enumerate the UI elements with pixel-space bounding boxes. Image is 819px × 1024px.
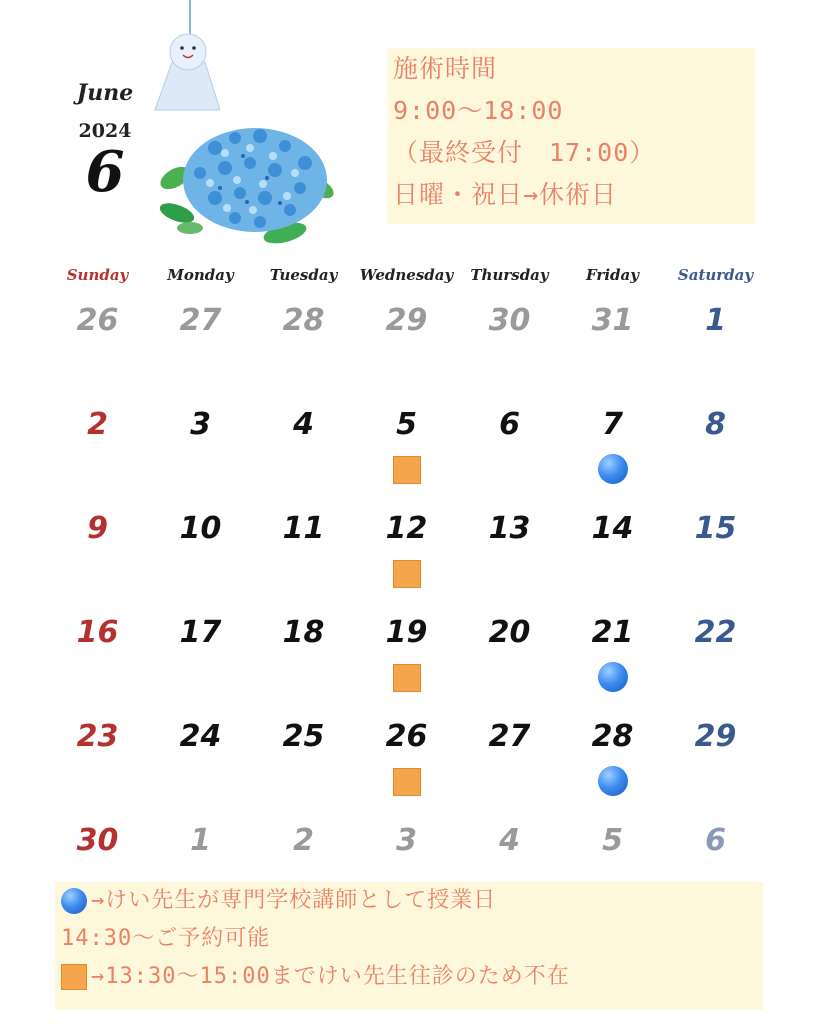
day-number: 2 — [87, 407, 108, 442]
calendar-day — [458, 295, 561, 399]
day-number: 20 — [488, 615, 531, 650]
calendar-day — [149, 711, 252, 815]
calendar-day — [46, 399, 149, 503]
teru-teru-bozu-icon — [150, 0, 220, 115]
calendar-day — [355, 711, 458, 815]
day-number: 2 — [293, 823, 314, 858]
day-number: 4 — [499, 823, 520, 858]
day-number: 28 — [591, 719, 634, 754]
weekday-wednesday: Wednesday — [359, 266, 454, 284]
blue-circle-icon — [61, 888, 87, 914]
calendar-day — [458, 399, 561, 503]
calendar-day — [561, 711, 664, 815]
orange-square-icon — [393, 456, 421, 484]
weekday-thursday: Thursday — [470, 266, 549, 284]
orange-square-icon — [393, 560, 421, 588]
day-number: 11 — [282, 511, 325, 546]
legend-circle-line-2 — [55, 920, 763, 958]
calendar-day — [458, 607, 561, 711]
day-number: 30 — [488, 303, 531, 338]
day-number: 12 — [385, 511, 428, 546]
calendar-day — [664, 607, 767, 711]
day-number: 3 — [396, 823, 417, 858]
info-line-title: 施術時間 — [393, 54, 498, 83]
calendar-day — [46, 503, 149, 607]
calendar-day — [561, 295, 664, 399]
orange-square-icon — [61, 964, 87, 990]
day-number: 26 — [385, 719, 428, 754]
calendar-day — [355, 399, 458, 503]
day-number: 14 — [591, 511, 634, 546]
day-number: 27 — [179, 303, 222, 338]
day-number: 24 — [179, 719, 222, 754]
calendar-day — [355, 607, 458, 711]
day-number: 6 — [499, 407, 520, 442]
calendar-day — [149, 607, 252, 711]
calendar-week — [46, 503, 768, 607]
legend-square-text: →13:30～15:00までけい先生往診のため不在 — [91, 964, 570, 989]
calendar-day — [458, 711, 561, 815]
day-number: 28 — [282, 303, 325, 338]
year: 2024 — [78, 120, 132, 142]
month-number: 6 — [85, 139, 125, 205]
day-number: 26 — [76, 303, 119, 338]
day-number: 8 — [705, 407, 726, 442]
business-hours-box — [387, 48, 755, 224]
calendar-day — [561, 399, 664, 503]
calendar-day — [561, 607, 664, 711]
calendar-day — [664, 399, 767, 503]
calendar-day — [46, 711, 149, 815]
calendar-day — [46, 295, 149, 399]
calendar-week — [46, 295, 768, 399]
calendar-day — [664, 295, 767, 399]
calendar-day — [252, 711, 355, 815]
day-number: 17 — [179, 615, 222, 650]
weekday-saturday: Saturday — [677, 266, 754, 284]
day-number: 6 — [705, 823, 726, 858]
day-number: 9 — [87, 511, 108, 546]
calendar-week — [46, 607, 768, 711]
weekday-sunday: Sunday — [66, 266, 129, 284]
legend-box — [55, 882, 763, 1010]
calendar-day — [252, 503, 355, 607]
day-number: 10 — [179, 511, 222, 546]
legend-circle-text-2: 14:30～ご予約可能 — [61, 926, 271, 951]
calendar-day — [252, 399, 355, 503]
day-number: 29 — [694, 719, 737, 754]
calendar-day — [664, 503, 767, 607]
day-number: 22 — [694, 615, 737, 650]
day-number: 27 — [488, 719, 531, 754]
day-number: 30 — [76, 823, 119, 858]
day-number: 31 — [591, 303, 634, 338]
calendar-day — [664, 711, 767, 815]
month-name: June — [76, 80, 134, 106]
weekday-header — [46, 255, 768, 295]
blue-circle-icon — [598, 766, 628, 796]
day-number: 1 — [705, 303, 726, 338]
info-line-closed-days: 日曜・祝日→休術日 — [393, 180, 618, 209]
calendar-day — [355, 295, 458, 399]
calendar-day — [149, 295, 252, 399]
calendar-day — [149, 399, 252, 503]
month-header — [60, 80, 150, 205]
weekday-tuesday: Tuesday — [269, 266, 338, 284]
day-number: 13 — [488, 511, 531, 546]
calendar-day — [561, 503, 664, 607]
calendar-day — [355, 503, 458, 607]
calendar-day — [252, 295, 355, 399]
info-line-last-reception: （最終受付 17:00） — [393, 138, 656, 167]
day-number: 21 — [591, 615, 634, 650]
day-number: 23 — [76, 719, 119, 754]
info-line-hours: 9:00～18:00 — [393, 96, 564, 125]
day-number: 3 — [190, 407, 211, 442]
day-number: 15 — [694, 511, 737, 546]
blue-circle-icon — [598, 454, 628, 484]
calendar — [46, 255, 768, 919]
blue-circle-icon — [598, 662, 628, 692]
calendar-day — [46, 607, 149, 711]
calendar-day — [252, 607, 355, 711]
weekday-monday: Monday — [167, 266, 234, 284]
day-number: 4 — [293, 407, 314, 442]
day-number: 19 — [385, 615, 428, 650]
calendar-week — [46, 711, 768, 815]
day-number: 5 — [396, 407, 417, 442]
day-number: 1 — [190, 823, 211, 858]
legend-circle-text: →けい先生が専門学校講師として授業日 — [91, 888, 497, 913]
calendar-day — [149, 503, 252, 607]
legend-square-line — [55, 958, 763, 996]
day-number: 29 — [385, 303, 428, 338]
day-number: 7 — [602, 407, 623, 442]
hydrangea-icon — [155, 118, 340, 246]
orange-square-icon — [393, 768, 421, 796]
orange-square-icon — [393, 664, 421, 692]
day-number: 5 — [602, 823, 623, 858]
weekday-friday: Friday — [586, 266, 639, 284]
calendar-day — [458, 503, 561, 607]
day-number: 25 — [282, 719, 325, 754]
calendar-week — [46, 399, 768, 503]
day-number: 16 — [76, 615, 119, 650]
day-number: 18 — [282, 615, 325, 650]
calendar-weeks — [46, 295, 768, 919]
legend-circle-line — [55, 882, 763, 920]
